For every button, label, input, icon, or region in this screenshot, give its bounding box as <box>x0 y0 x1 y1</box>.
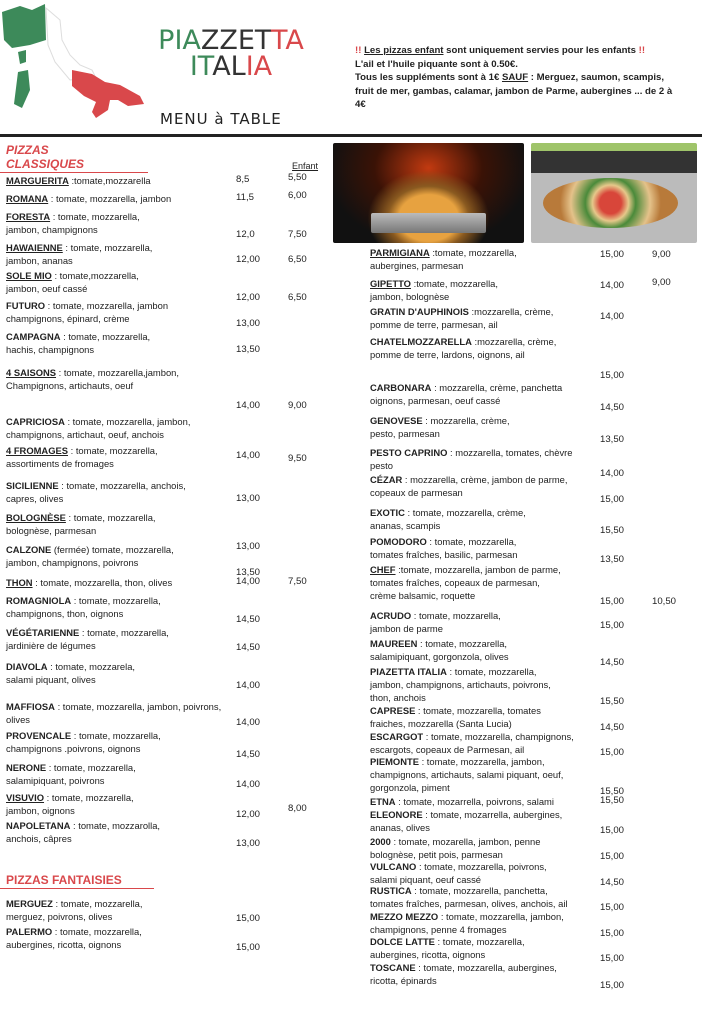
menu-item <box>370 563 561 602</box>
price: 13,50 <box>236 344 261 355</box>
price: 15,00 <box>600 620 625 631</box>
price: 13,00 <box>236 541 261 552</box>
pizza-name: VÉGÉTARIENNE <box>6 627 80 638</box>
pizza-name: FORESTA <box>6 211 51 222</box>
price: 14,00 <box>236 576 261 587</box>
menu-item <box>370 755 563 794</box>
pizza-ingredients: : tomate, mozzarella, poivrons, <box>416 861 547 872</box>
pizza-name: PIAZETTA ITALIA <box>370 666 447 677</box>
pizza-ingredients: salamipiquant, gorgonzola, olives <box>370 651 509 662</box>
pizza-ingredients: jambon, champignons <box>6 224 98 235</box>
pizza-name: MAFFIOSA <box>6 701 55 712</box>
price: 14,00 <box>236 717 261 728</box>
price: 15,00 <box>236 913 261 924</box>
pizza-ingredients: : tomate, mozzarella, crème, <box>404 507 526 518</box>
price: 14,50 <box>236 614 261 625</box>
pizza-name: PROVENCALE <box>6 730 72 741</box>
menu-item <box>6 511 156 537</box>
pizza-ingredients: : tomate, mozzarella, <box>68 445 158 456</box>
price: 14,50 <box>600 657 625 668</box>
menu-item <box>6 819 160 845</box>
price: 13,50 <box>600 554 625 565</box>
price: 15,50 <box>600 696 625 707</box>
pizza-ingredients: hachis, champignons <box>6 344 95 355</box>
pizza-ingredients: : tomate, mozzarella, <box>71 595 161 606</box>
menu-item <box>6 791 134 817</box>
pizza-ingredients: jambon, champignons, poivrons <box>6 557 139 568</box>
menu-item <box>370 473 567 499</box>
pizza-name: ESCARGOT <box>370 731 424 742</box>
pizza-name: DOLCE LATTE <box>370 936 435 947</box>
pizza-ingredients: gorgonzola, piment <box>370 782 450 793</box>
pizza-ingredients: ricotta, épinards <box>370 975 437 986</box>
pizza-name: FUTURO <box>6 300 46 311</box>
pizza-ingredients: : tomate, mozzarella, panchetta, <box>411 885 548 896</box>
pizza-ingredients: : tomate, mozzarella, jambon <box>45 300 169 311</box>
pizza-ingredients: : tomate, mozzarella, thon, olives <box>32 577 173 588</box>
pizza-name: 2000 <box>370 836 391 847</box>
pizza-name: CÉZAR <box>370 474 403 485</box>
price: 15,00 <box>600 825 625 836</box>
pizza-ingredients: merguez, poivrons, olives <box>6 911 113 922</box>
menu-item <box>370 665 551 704</box>
header-divider <box>0 134 702 137</box>
pizza-ingredients: : tomate, mozzarella, <box>44 792 134 803</box>
supplements-exceptions: : Merguez, saumon, scampis, fruit de mer, gambas, calamar, jambon de Parme, aubergines ... de 2 à 4€ <box>355 72 673 110</box>
menu-item <box>370 609 501 635</box>
pizza-name: NERONE <box>6 762 47 773</box>
menu-item <box>370 860 547 886</box>
price: 14,00 <box>236 400 261 411</box>
warning-mark: !! <box>638 45 646 56</box>
menu-item <box>6 897 143 923</box>
pizza-name: ETNA <box>370 796 396 807</box>
menu-item <box>6 415 190 441</box>
menu-item <box>370 730 574 756</box>
title-part: PIA <box>158 25 201 56</box>
note-text: sont uniquement servies pour les enfants <box>446 45 636 56</box>
pizza-name: MERGUEZ <box>6 898 53 909</box>
pizza-name: PALERMO <box>6 926 53 937</box>
pizza-name: CAPRESE <box>370 705 416 716</box>
supplement-notes <box>355 44 675 112</box>
pizza-ingredients: : tomate, mozzarella, aubergines, <box>415 962 557 973</box>
price: 13,00 <box>236 493 261 504</box>
price: 15,50 <box>600 525 625 536</box>
menu-item <box>6 366 179 392</box>
pizza-ingredients: :mozzarella, crème, <box>471 336 557 347</box>
pizza-ingredients: aubergines, parmesan <box>370 260 464 271</box>
pizza-name: MEZZO MEZZO <box>370 911 439 922</box>
menu-item <box>6 729 161 755</box>
price: 13,00 <box>236 838 261 849</box>
baking-tray <box>371 213 486 233</box>
price: 15,50 <box>600 795 625 806</box>
pizza-name: ELEONORE <box>370 809 423 820</box>
kids-price: 7,50 <box>288 576 307 587</box>
pizza-name: DIAVOLA <box>6 661 48 672</box>
pizza-ingredients: jambon, oeuf cassé <box>6 283 88 294</box>
pizza-name: 4 FROMAGES <box>6 445 68 456</box>
pizza-ingredients: : tomate, mozzarella, <box>411 610 501 621</box>
price: 15,00 <box>600 928 625 939</box>
pizza-name: GRATIN D'AUPHINOIS <box>370 306 469 317</box>
kids-price: 9,00 <box>652 277 671 288</box>
pizza-name: CALZONE <box>6 544 52 555</box>
pizza-image <box>543 178 678 228</box>
pizza-ingredients: fraiches, mozzarella (Santa Lucia) <box>370 718 512 729</box>
pizza-photo <box>531 143 697 243</box>
menu-item <box>6 660 135 686</box>
pizza-ingredients: : tomate, mozzarella, <box>446 666 537 677</box>
pizza-ingredients: pomme de terre, parmesan, ail <box>370 319 498 330</box>
price: 8,5 <box>236 174 250 185</box>
pizza-ingredients: : tomate, mozzarella,jambon, <box>56 367 179 378</box>
pizza-ingredients: champignons, penne 4 fromages <box>370 924 507 935</box>
price: 14,50 <box>600 402 625 413</box>
pizza-ingredients: (fermée) tomate, mozzarella, <box>51 544 174 555</box>
pizza-ingredients: assortiments de fromages <box>6 458 114 469</box>
pizza-ingredients: pesto, parmesan <box>370 428 440 439</box>
menu-item <box>370 277 498 303</box>
menu-item <box>6 444 158 470</box>
price: 15,00 <box>600 494 625 505</box>
price: 11,5 <box>236 192 254 203</box>
pizza-name: EXOTIC <box>370 507 405 518</box>
restaurant-name-line2 <box>146 53 316 80</box>
pizza-ingredients: champignons, thon, oignons <box>6 608 124 619</box>
pizza-ingredients: bolognèse, petit pois, parmesan <box>370 849 503 860</box>
menu-item <box>6 330 150 356</box>
pizza-name: GENOVESE <box>370 415 423 426</box>
pizza-ingredients: : tomate, mozzarella, <box>65 512 156 523</box>
price: 14,50 <box>236 642 261 653</box>
pizza-ingredients: jambon, oignons <box>6 805 75 816</box>
pizza-ingredients: : tomate, mozzarella, jambon, poivrons, <box>54 701 222 712</box>
menu-item <box>370 795 554 808</box>
price: 14,50 <box>600 722 625 733</box>
pizza-name: GIPETTO <box>370 278 411 289</box>
enfant-column-header: Enfant <box>292 161 319 171</box>
menu-item <box>6 576 172 589</box>
price: 13,50 <box>236 567 261 578</box>
pizza-ingredients: :tomate, mozzarella, <box>410 278 498 289</box>
price: 14,00 <box>600 468 625 479</box>
pizza-ingredients: : tomate, mozzarella, <box>62 242 153 253</box>
pizza-name: VISUVIO <box>6 792 45 803</box>
pizza-ingredients: : tomate, mozzarella, anchois, <box>58 480 186 491</box>
price: 15,00 <box>600 902 625 913</box>
kids-price: 6,50 <box>288 254 307 265</box>
pizza-ingredients: crème balsamic, roquette <box>370 590 476 601</box>
title-part: IA <box>245 51 273 82</box>
kids-price: 5,50 <box>288 172 307 183</box>
pizza-ingredients: copeaux de parmesan <box>370 487 463 498</box>
pizza-ingredients: : tomate, mozzarella, <box>52 926 142 937</box>
menu-item <box>370 414 510 440</box>
pizza-ingredients: anchois, câpres <box>6 833 72 844</box>
pizza-ingredients: : tomate, mozzarella, jambon <box>48 193 172 204</box>
title-part: AL <box>212 51 246 82</box>
pizza-ingredients: salami piquant, olives <box>6 674 96 685</box>
pizza-name: MARGUERITA <box>6 175 69 186</box>
kids-price: 9,00 <box>652 249 671 260</box>
pizza-ingredients: : tomate, mozzarella, <box>50 211 140 222</box>
pizza-name: SOLE MIO <box>6 270 52 281</box>
pizza-ingredients: ananas, scampis <box>370 520 441 531</box>
menu-item <box>370 704 541 730</box>
price: 15,00 <box>236 942 261 953</box>
pizza-ingredients: :mozzarella, crème, <box>468 306 554 317</box>
kids-price: 8,00 <box>288 803 307 814</box>
menu-item <box>370 335 556 361</box>
pizza-name: PARMIGIANA <box>370 247 430 258</box>
pizza-ingredients: : mozzarella, tomates, chèvre <box>447 447 573 458</box>
pizza-ingredients: : tomate, mozzarella, jambon, <box>64 416 191 427</box>
menu-item <box>370 884 568 910</box>
menu-item <box>370 808 562 834</box>
menu-item <box>370 246 517 272</box>
pizza-ingredients: tomates fraîches, parmesan, olives, anchois, ail <box>370 898 568 909</box>
menu-item <box>370 835 540 861</box>
price: 15,00 <box>600 249 625 260</box>
price: 14,00 <box>236 450 261 461</box>
menu-item <box>370 961 557 987</box>
pizza-ingredients: :tomate,mozzarella <box>68 175 151 186</box>
menu-item <box>6 269 139 295</box>
menu-item <box>370 305 553 331</box>
pizza-ingredients: : tomate, mozarella, jambon, penne <box>390 836 541 847</box>
menu-item <box>6 543 174 569</box>
pizza-ingredients: : tomate, mozzarella, champignons, <box>423 731 574 742</box>
menu-item <box>6 479 186 505</box>
menu-item <box>370 637 509 663</box>
price: 15,00 <box>600 596 625 607</box>
garlic-oil-note: L'ail et l'huile piquante sont à 0.50€. <box>355 58 518 70</box>
pizza-ingredients: aubergines, ricotta, oignons <box>6 939 122 950</box>
restaurant-name-line1 <box>146 27 316 54</box>
price: 12,00 <box>236 809 261 820</box>
pizza-name: ROMANA <box>6 193 49 204</box>
pizza-ingredients: :tomate, mozzarella, <box>429 247 517 258</box>
title-part: TA <box>270 25 304 56</box>
pizza-ingredients: aubergines, ricotta, oignons <box>370 949 486 960</box>
pizza-ingredients: jambon, ananas <box>6 255 73 266</box>
pizza-name: NAPOLETANA <box>6 820 71 831</box>
pizza-ingredients: : tomate, mozzarella, <box>52 898 143 909</box>
pizza-ingredients: : tomate,mozzarella, <box>51 270 139 281</box>
pizza-ingredients: salamipiquant, poivrons <box>6 775 105 786</box>
menu-item <box>6 210 140 236</box>
pizza-ingredients: :tomate, mozzarella, jambon de parme, <box>395 564 561 575</box>
kids-price: 6,50 <box>288 292 307 303</box>
pizza-ingredients: : tomate, mozzarolla, <box>70 820 161 831</box>
menu-item <box>370 446 573 472</box>
menu-item <box>6 192 171 205</box>
pizza-ingredients: ananas, olives <box>370 822 430 833</box>
pizza-ingredients: : tomate, mozzarella, <box>434 936 525 947</box>
pizza-ingredients: champignons .poivrons, oignons <box>6 743 141 754</box>
except-label: SAUF <box>501 72 529 83</box>
warning-mark: !! <box>355 45 362 56</box>
price: 15,00 <box>600 980 625 991</box>
price: 14,50 <box>236 749 261 760</box>
pizza-ingredients: : tomate, mozzarella, <box>79 627 169 638</box>
pizza-name: SICILIENNE <box>6 480 59 491</box>
pizza-ingredients: champignons, artichauts, salami piquant, oeuf, <box>370 769 564 780</box>
pizza-ingredients: Champignons, artichauts, oeuf <box>6 380 134 391</box>
price: 15,00 <box>600 953 625 964</box>
menu-item <box>370 935 525 961</box>
pizza-name: HAWAIENNE <box>6 242 63 253</box>
menu-item <box>370 381 562 407</box>
price: 15,00 <box>600 851 625 862</box>
menu-item <box>370 506 526 532</box>
pizza-ingredients: : tomate, mozzarella, <box>417 638 508 649</box>
pizza-ingredients: : tomate, mozzarella, <box>46 762 136 773</box>
pizza-name: PESTO CAPRINO <box>370 447 448 458</box>
pizza-oven-photo <box>333 143 524 243</box>
kids-price: 7,50 <box>288 229 307 240</box>
supplements-note: Tous les suppléments sont à 1€ <box>355 72 500 83</box>
pizza-ingredients: : tomate, mozarrella, aubergines, <box>422 809 563 820</box>
pizza-ingredients: bolognèse, parmesan <box>6 525 97 536</box>
pizza-ingredients: : tomate, mozzarela, <box>47 661 136 672</box>
kids-price: 10,50 <box>652 596 677 607</box>
price: 12,0 <box>236 229 255 240</box>
menu-item <box>6 174 151 187</box>
pizza-name: VULCANO <box>370 861 417 872</box>
pizza-ingredients: : tomate, mozzarella, jambon, <box>438 911 564 922</box>
pizza-ingredients: capres, olives <box>6 493 64 504</box>
pizza-ingredients: : mozzarella, crème, panchetta <box>431 382 563 393</box>
pizza-ingredients: : tomate, mozzarella, <box>60 331 151 342</box>
pizza-name: ACRUDO <box>370 610 412 621</box>
italy-map-logo <box>0 0 150 125</box>
pizza-ingredients: : tomate, mozzarella, jambon, <box>418 756 545 767</box>
menu-item <box>6 925 142 951</box>
pizza-name: MAUREEN <box>370 638 418 649</box>
section-pizzas-fantaisies: PIZZAS FANTAISIES <box>0 873 154 889</box>
pizza-ingredients: pesto <box>370 460 393 471</box>
kids-price: 9,50 <box>288 453 307 464</box>
title-part: ZZET <box>200 25 271 56</box>
menu-item <box>6 626 169 652</box>
pizza-ingredients: olives <box>6 714 30 725</box>
pizza-ingredients: champignons, épinard, crème <box>6 313 130 324</box>
pizza-ingredients: : mozzarella, crème, jambon de parme, <box>402 474 568 485</box>
menu-subtitle: MENU à TABLE <box>160 110 282 128</box>
price: 12,00 <box>236 292 261 303</box>
pizza-ingredients: : mozzarella, crème, <box>422 415 510 426</box>
pizza-ingredients: : tomate, mozzarella, tomates <box>415 705 541 716</box>
price: 12,00 <box>236 254 261 265</box>
pizza-name: TOSCANE <box>370 962 416 973</box>
pizza-ingredients: : tomate, mozzarella, <box>71 730 161 741</box>
price: 15,50 <box>600 786 625 797</box>
menu-item <box>6 299 168 325</box>
pizza-name: ROMAGNIOLA <box>6 595 72 606</box>
pizza-ingredients: jambon, bolognèse <box>370 291 450 302</box>
pizza-ingredients: escargots, copeaux de Parmesan, ail <box>370 744 525 755</box>
price: 13,00 <box>236 318 261 329</box>
price: 14,50 <box>600 877 625 888</box>
pizza-name: RUSTICA <box>370 885 412 896</box>
pizza-ingredients: jardinière de légumes <box>6 640 96 651</box>
kids-price: 9,00 <box>288 400 307 411</box>
pizza-ingredients: tomates fraîches, basilic, parmesan <box>370 549 518 560</box>
pizza-ingredients: : tomate, mozarrella, poivrons, salami <box>395 796 554 807</box>
pizza-ingredients: champignons, artichaut, oeuf, anchois <box>6 429 164 440</box>
pizza-name: BOLOGNÈSE <box>6 512 66 523</box>
price: 13,50 <box>600 434 625 445</box>
price: 14,00 <box>600 311 625 322</box>
price: 14,00 <box>236 680 261 691</box>
pizza-name: CHATELMOZZARELLA <box>370 336 472 347</box>
pizza-ingredients: jambon, champignons, artichauts, poivrons, <box>370 679 551 690</box>
price: 14,00 <box>236 779 261 790</box>
pizza-ingredients: pomme de terre, lardons, oignons, ail <box>370 349 525 360</box>
menu-item <box>6 761 136 787</box>
price: 14,00 <box>600 280 625 291</box>
title-part: IT <box>189 51 213 82</box>
pizza-name: CARBONARA <box>370 382 432 393</box>
pizza-name: CAPRICIOSA <box>6 416 65 427</box>
pizza-name: THON <box>6 577 33 588</box>
pizza-ingredients: oignons, parmesan, oeuf cassé <box>370 395 501 406</box>
pizza-ingredients: tomates fraîches, copeaux de parmesan, <box>370 577 540 588</box>
pizza-name: POMODORO <box>370 536 427 547</box>
menu-item <box>370 910 564 936</box>
kids-pizza-note: Les pizzas enfant <box>364 45 444 56</box>
price: 15,00 <box>600 747 625 758</box>
pizza-name: CAMPAGNA <box>6 331 61 342</box>
kids-price: 6,00 <box>288 190 307 201</box>
pizza-name: CHEF <box>370 564 396 575</box>
menu-item <box>6 241 152 267</box>
menu-item <box>6 700 221 726</box>
menu-item <box>370 535 517 561</box>
pizza-name: 4 SAISONS <box>6 367 57 378</box>
section-pizzas-classiques: PIZZAS CLASSIQUES <box>0 143 148 173</box>
pizza-name: PIEMONTE <box>370 756 419 767</box>
pizza-ingredients: salami piquant, oeuf cassé <box>370 874 482 885</box>
price: 15,00 <box>600 370 625 381</box>
menu-item <box>6 594 161 620</box>
pizza-ingredients: : tomate, mozzarella, <box>426 536 517 547</box>
pizza-ingredients: thon, anchois <box>370 692 426 703</box>
pizza-ingredients: jambon de parme <box>370 623 443 634</box>
